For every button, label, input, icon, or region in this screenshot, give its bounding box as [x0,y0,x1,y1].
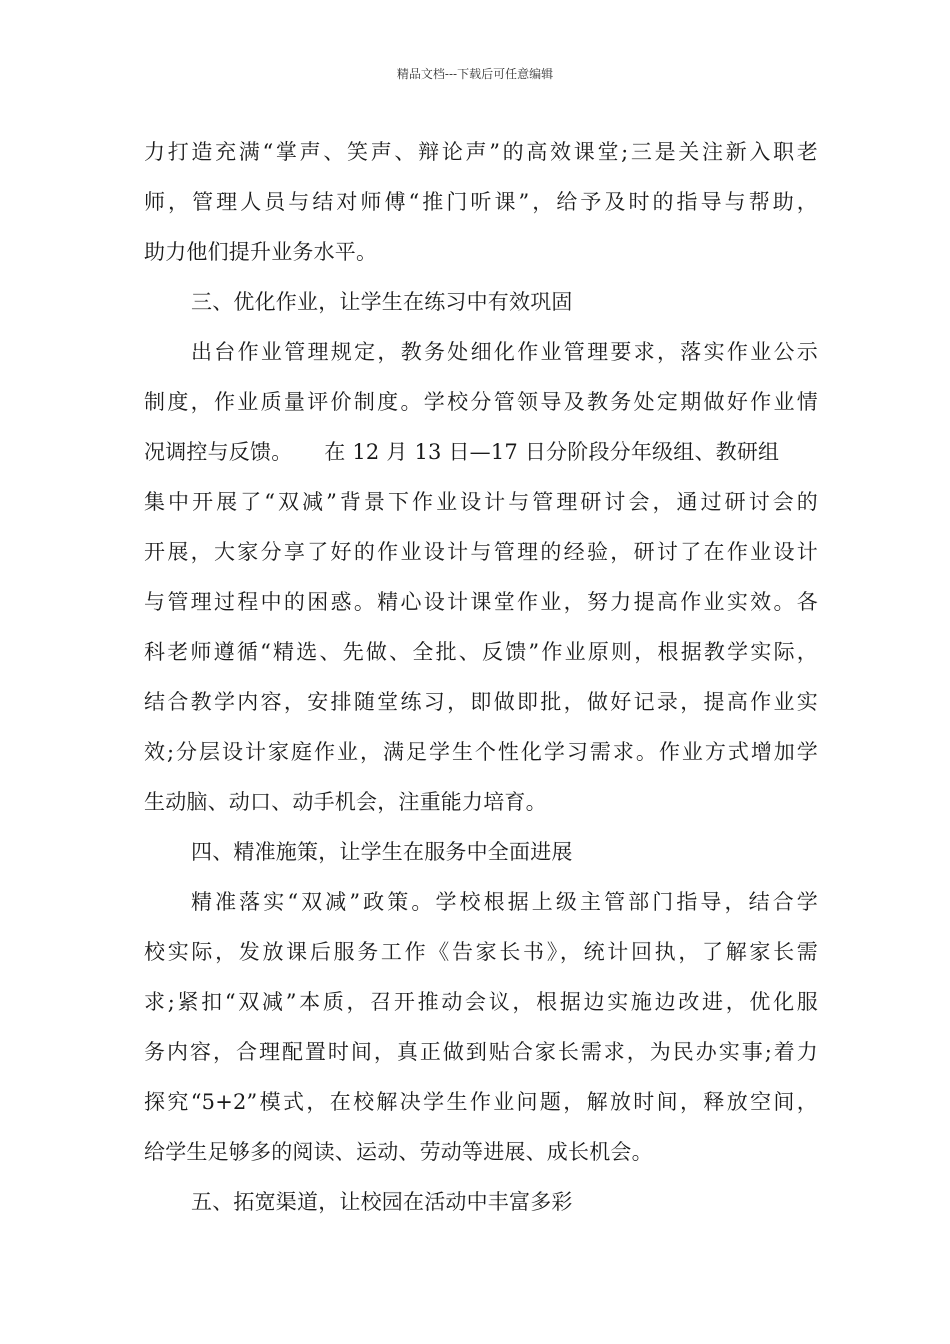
section-heading: 五、拓宽渠道，让校园在活动中丰富多彩 [191,1190,573,1214]
paragraph-line: 结合教学内容，安排随堂练习，即做即批，做好记录，提高作业实 [144,690,818,714]
paragraph-line: 集中开展了“双减”背景下作业设计与管理研讨会，通过研讨会的 [144,490,818,514]
paragraph-line: 给学生足够多的阅读、运动、劳动等进展、成长机会。 [144,1140,653,1164]
paragraph-line: 务内容，合理配置时间，真正做到贴合家长需求，为民办实事;着力 [144,1040,818,1064]
paragraph-line: 制度，作业质量评价制度。学校分管领导及教务处定期做好作业情 [144,390,818,414]
paragraph-line: 与管理过程中的困惑。精心设计课堂作业，努力提高作业实效。各 [144,590,818,614]
paragraph-line: 力打造充满“掌声、笑声、辩论声”的高效课堂;三是关注新入职老 [144,140,818,164]
paragraph-line: 效;分层设计家庭作业，满足学生个性化学习需求。作业方式增加学 [144,740,818,764]
page-header: 精品文档---下载后可任意编辑 [396,67,554,81]
paragraph-line: 助力他们提升业务水平。 [144,240,378,264]
section-heading: 四、精准施策，让学生在服务中全面进展 [191,840,573,864]
paragraph-line: 校实际，发放课后服务工作《告家长书》，统计回执，了解家长需 [144,940,818,964]
paragraph-line: 求;紧扣“双减”本质，召开推动会议，根据边实施边改进，优化服 [144,990,818,1014]
paragraph-line: 生动脑、动口、动手机会，注重能力培育。 [144,790,547,814]
paragraph-line: 科老师遵循“精选、先做、全批、反馈”作业原则，根据教学实际， [144,640,818,664]
paragraph-line: 精准落实“双减”政策。学校根据上级主管部门指导，结合学 [191,890,818,914]
paragraph-line: 探究“5+2”模式，在校解决学生作业问题，解放时间，释放空间， [144,1090,818,1114]
paragraph-line: 开展，大家分享了好的作业设计与管理的经验，研讨了在作业设计 [144,540,818,564]
section-heading: 三、优化作业，让学生在练习中有效巩固 [191,290,573,314]
paragraph-line: 师，管理人员与结对师傅“推门听课”，给予及时的指导与帮助， [144,190,818,214]
paragraph-line: 出台作业管理规定，教务处细化作业管理要求，落实作业公示 [191,340,818,364]
paragraph-line: 况调控与反馈。 在 12 月 13 日—17 日分阶段分年级组、教研组 [144,440,780,464]
